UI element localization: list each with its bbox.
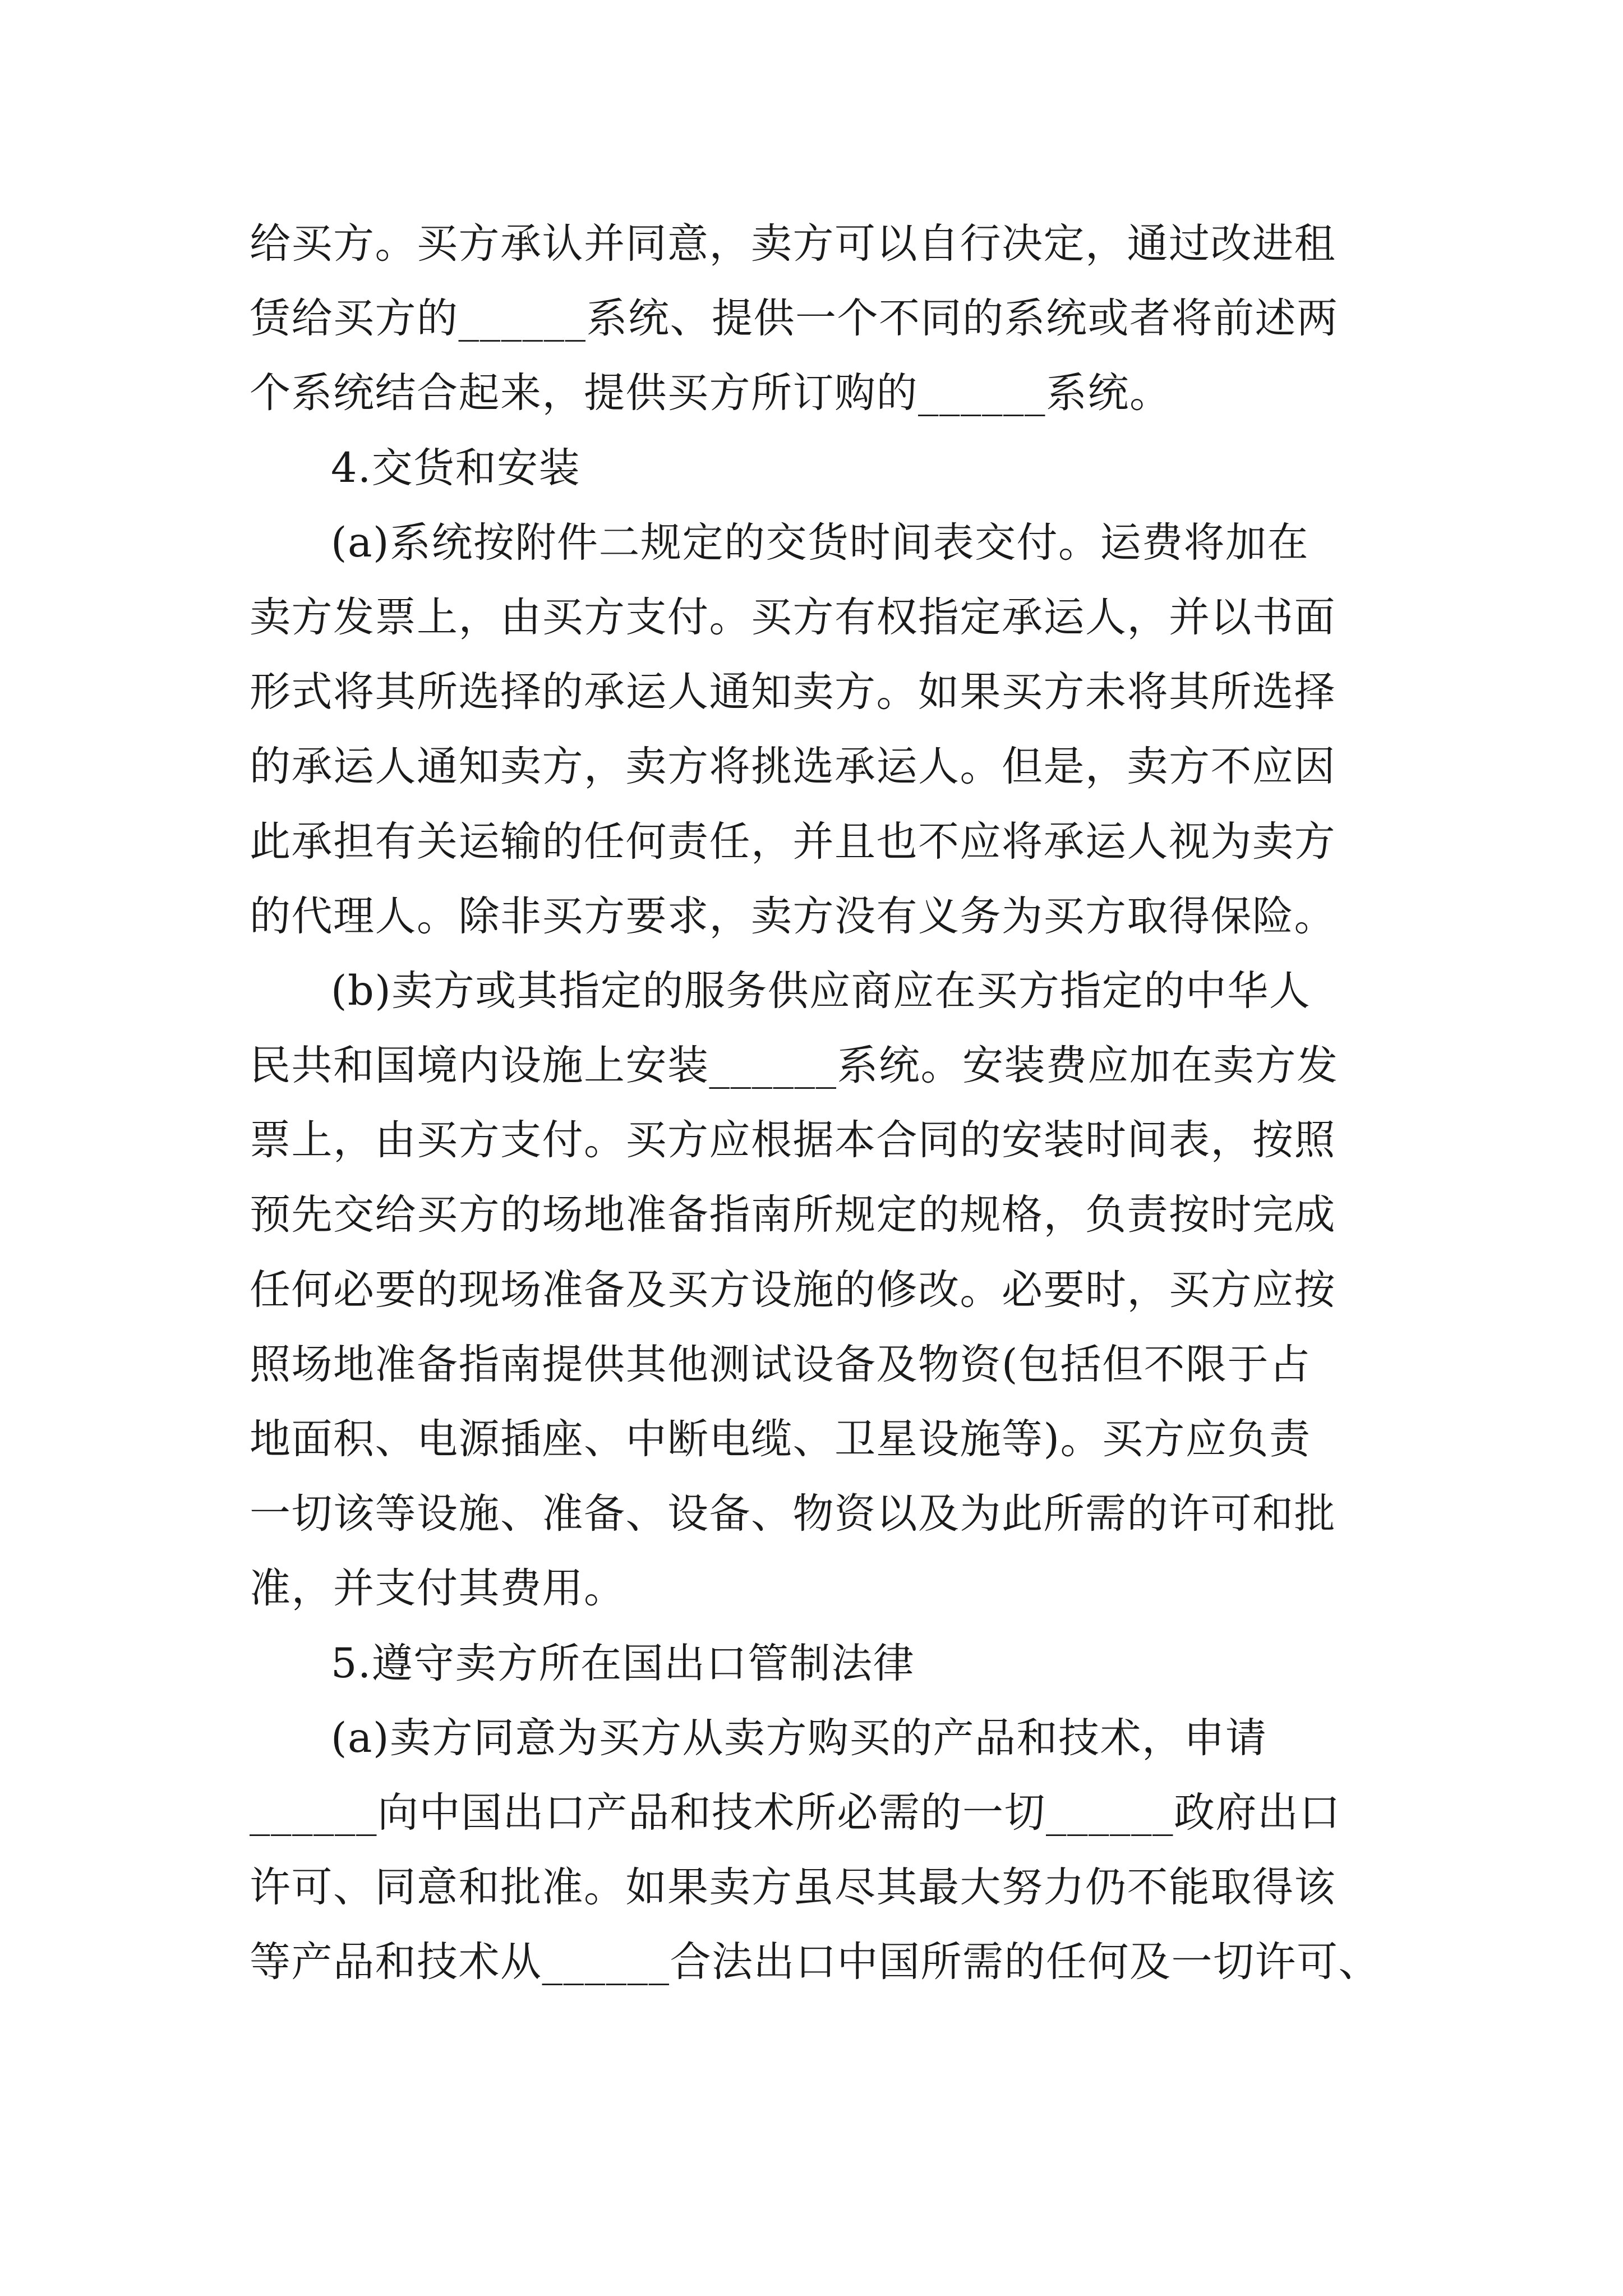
paragraph-line: 票上，由买方支付。买方应根据本合同的安装时间表，按照 bbox=[250, 1116, 1336, 1164]
paragraph-line: (a)卖方同意为买方从卖方购买的产品和技术，申请 bbox=[331, 1714, 1267, 1762]
paragraph-line: 等产品和技术从______合法出口中国所需的任何及一切许可、 bbox=[250, 1938, 1380, 1986]
section-heading: 5.遵守卖方所在国出口管制法律 bbox=[331, 1640, 915, 1687]
paragraph-line: 任何必要的现场准备及买方设施的修改。必要时，买方应按 bbox=[250, 1266, 1336, 1314]
paragraph-line: 此承担有关运输的任何责任，并且也不应将承运人视为卖方 bbox=[250, 818, 1336, 866]
paragraph-line: 卖方发票上，由买方支付。买方有权指定承运人，并以书面 bbox=[250, 593, 1336, 641]
paragraph-line: 给买方。买方承认并同意，卖方可以自行决定，通过改进租 bbox=[250, 220, 1336, 268]
paragraph-line: 一切该等设施、准备、设备、物资以及为此所需的许可和批 bbox=[250, 1490, 1336, 1538]
paragraph-line: 预先交给买方的场地准备指南所规定的规格，负责按时完成 bbox=[250, 1191, 1336, 1239]
paragraph-line: 赁给买方的______系统、提供一个不同的系统或者将前述两 bbox=[250, 295, 1339, 342]
paragraph-line: 照场地准备指南提供其他测试设备及物资(包括但不限于占 bbox=[250, 1341, 1311, 1388]
paragraph-line: 形式将其所选择的承运人通知卖方。如果买方未将其所选择 bbox=[250, 668, 1336, 716]
paragraph-line: 民共和国境内设施上安装______系统。安装费应加在卖方发 bbox=[250, 1042, 1339, 1089]
paragraph-line: ______向中国出口产品和技术所必需的一切______政府出口 bbox=[250, 1789, 1341, 1837]
paragraph-line: 个系统结合起来，提供买方所订购的______系统。 bbox=[250, 369, 1172, 417]
paragraph-line: 许可、同意和批准。如果卖方虽尽其最大努力仍不能取得该 bbox=[250, 1864, 1336, 1911]
paragraph-line: 准，并支付其费用。 bbox=[250, 1565, 626, 1612]
section-heading: 4.交货和安装 bbox=[331, 444, 581, 492]
paragraph-line: 的代理人。除非买方要求，卖方没有义务为买方取得保险。 bbox=[250, 892, 1336, 940]
paragraph-line: 的承运人通知卖方，卖方将挑选承运人。但是，卖方不应因 bbox=[250, 743, 1336, 790]
paragraph-line: (a)系统按附件二规定的交货时间表交付。运费将加在 bbox=[331, 519, 1309, 567]
paragraph-line: (b)卖方或其指定的服务供应商应在买方指定的中华人 bbox=[331, 967, 1311, 1015]
paragraph-line: 地面积、电源插座、中断电缆、卫星设施等)。买方应负责 bbox=[250, 1415, 1311, 1463]
